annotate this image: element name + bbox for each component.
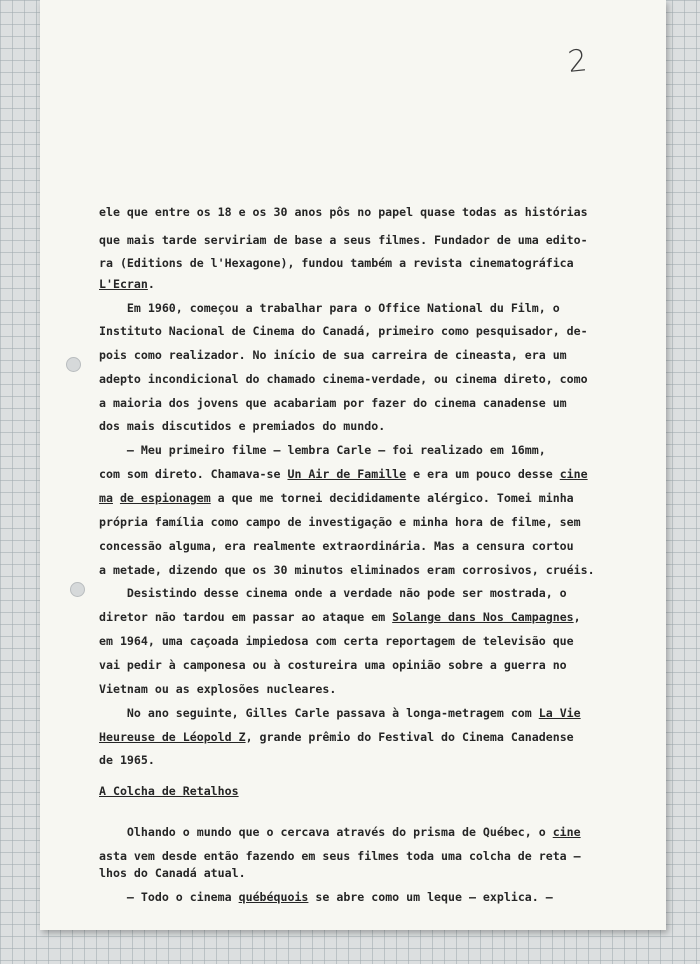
underlined-text: L'Ecran (99, 277, 148, 291)
underlined-text: La Vie (538, 706, 581, 720)
text-line (99, 256, 619, 270)
text-span: — Todo o cinema (99, 890, 239, 904)
text-line (99, 491, 619, 505)
text-line (99, 634, 619, 648)
text-span: Em 1960, começou a trabalhar para o Office National du Film, o (99, 301, 560, 315)
underlined-text: ma (99, 491, 113, 505)
text-line (99, 539, 619, 553)
underlined-text: cine (559, 467, 588, 481)
text-span: Vietnam ou as explosões nucleares. (99, 682, 337, 696)
text-span: dos mais discutidos e premiados do mundo. (99, 419, 386, 433)
underlined-text: Solange dans Nos Campagnes (392, 610, 574, 624)
underlined-text: québéquois (238, 890, 309, 904)
text-span: adepto incondicional do chamado cinema-verdade, ou cinema direto, como (99, 372, 588, 386)
text-line (99, 682, 619, 696)
text-line (99, 277, 619, 291)
text-line (99, 396, 619, 410)
text-span: pois como realizador. No início de sua carreira de cineasta, era um (99, 348, 567, 362)
text-line (99, 610, 619, 624)
text-line (99, 825, 619, 839)
text-span: Desistindo desse cinema onde a verdade não pode ser mostrada, o (99, 586, 567, 600)
text-line (99, 372, 619, 386)
text-span: de 1965. (99, 753, 155, 767)
text-line (99, 467, 619, 481)
text-span: vai pedir à camponesa ou à costureira uma opinião sobre a guerra no (99, 658, 567, 672)
text-span: — Meu primeiro filme — lembra Carle — foi realizado em 16mm, (99, 443, 546, 457)
text-span: , (573, 610, 581, 624)
text-span: a que me tornei decididamente alérgico. Tomei minha (210, 491, 574, 505)
text-line (99, 866, 619, 880)
text-span: e era um pouco desse (406, 467, 560, 481)
text-span: ele que entre os 18 e os 30 anos pôs no papel quase todas as histórias (99, 205, 588, 219)
text-line (99, 753, 619, 767)
text-line (99, 419, 619, 433)
text-span: com som direto. Chamava-se (99, 467, 288, 481)
section-heading: A Colcha de Retalhos (99, 784, 239, 798)
text-span: . (147, 277, 155, 291)
text-line (99, 233, 619, 247)
text-span: diretor não tardou em passar ao ataque em (99, 610, 393, 624)
text-span: a metade, dizendo que os 30 minutos eliminados eram corrosivos, cruéis. (99, 563, 595, 577)
text-span: em 1964, uma caçoada impiedosa com certa reportagem de televisão que (99, 634, 574, 648)
underlined-text: Un Air de Famille (287, 467, 407, 481)
underlined-text: cine (552, 825, 581, 839)
punch-hole (70, 582, 85, 597)
text-span: ra (Editions de l'Hexagone), fundou também a revista cinematográfica (99, 256, 574, 270)
text-span: asta vem desde então fazendo em seus filmes toda uma colcha de reta — (99, 849, 581, 863)
text-line (99, 515, 619, 529)
text-line (99, 849, 619, 863)
text-span: No ano seguinte, Gilles Carle passava à longa-metragem com (99, 706, 539, 720)
text-line (99, 706, 619, 720)
underlined-text: Heureuse de Léopold Z (99, 730, 246, 744)
text-line (99, 658, 619, 672)
text-line (99, 563, 619, 577)
text-line (99, 324, 619, 338)
text-line (99, 443, 619, 457)
text-line (99, 730, 619, 744)
text-span (113, 491, 120, 505)
text-span: concessão alguma, era realmente extraordinária. Mas a censura cortou (99, 539, 574, 553)
text-span: lhos do Canadá atual. (99, 866, 246, 880)
text-line (99, 586, 619, 600)
punch-hole (66, 357, 81, 372)
underlined-text: de espionagem (119, 491, 211, 505)
text-span: , grande prêmio do Festival do Cinema Canadense (245, 730, 574, 744)
text-span: própria família como campo de investigação e minha hora de filme, sem (99, 515, 581, 529)
text-span: Instituto Nacional de Cinema do Canadá, primeiro como pesquisador, de- (99, 324, 588, 338)
page-number: 2 (566, 43, 589, 80)
text-line (99, 301, 619, 315)
text-span: Olhando o mundo que o cercava através do prisma de Québec, o (99, 825, 553, 839)
text-span: que mais tarde serviriam de base a seus filmes. Fundador de uma edito- (99, 233, 588, 247)
text-line (99, 348, 619, 362)
text-line (99, 205, 619, 219)
text-span: a maioria dos jovens que acabariam por fazer do cinema canadense um (99, 396, 567, 410)
text-span: se abre como um leque — explica. — (308, 890, 553, 904)
text-line (99, 890, 619, 904)
